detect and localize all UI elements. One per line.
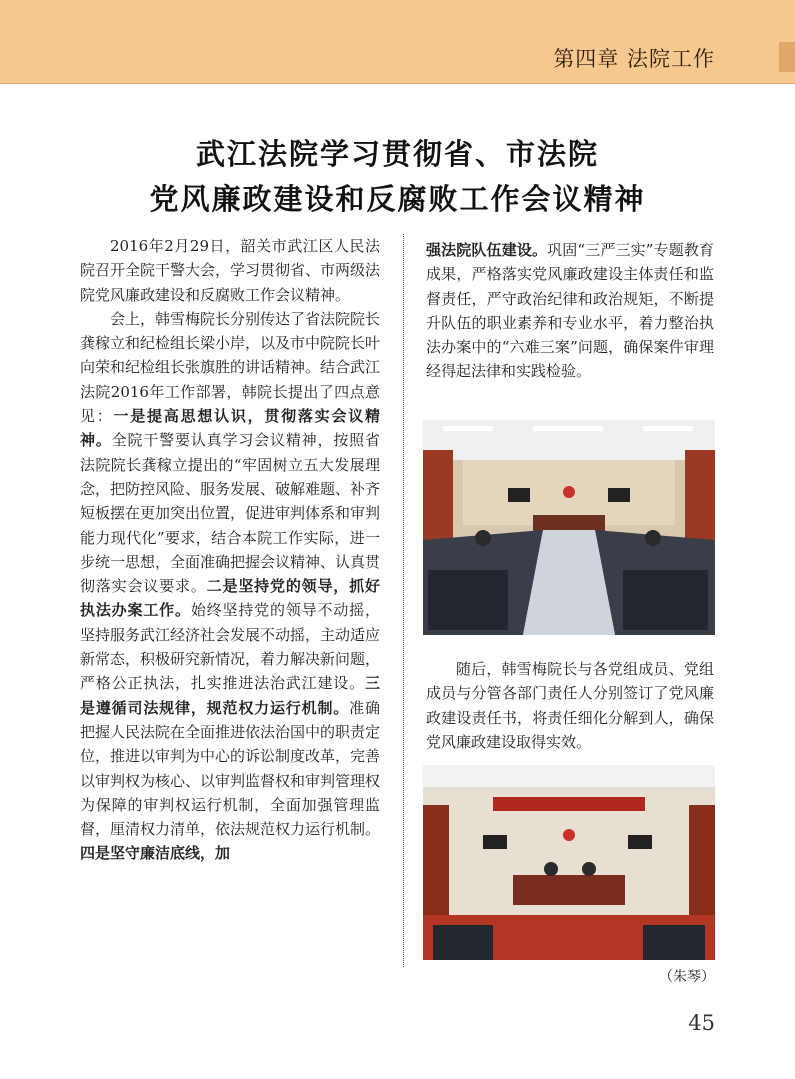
bold-point-2: 二是坚持党的领导，抓好执法办案工作。 [80,577,380,620]
bold-continued: 强法院队伍建设。 [426,241,548,259]
chapter-tab [779,42,795,72]
bold-point-4: 四是坚守廉洁底线，加 [80,844,231,863]
text-run: 准确把握人民法院在全面推进依法治国中的职责定位，推进以审判为中心的诉讼制度改革，完善以审判权为核心、以审判监督权和审判管理权为保障的审判权运行机制，全面加强管理监督，厘清权力清单，依法规范权力运行机制。 [80,698,381,839]
bold-point-1: 一是提高思想认识，贯彻落实会议精神。 [80,407,380,450]
paragraph-intro: 2016年2月29日，韶关市武江区人民法院召开全院干警大会，学习贯彻省、市两级法院党风廉政建设和反腐败工作会议精神。 [80,237,381,304]
text-run: 全院干警要认真学习会议精神，按照省法院院长龚稼立提出的“牢固树立五大发展理念，把防控风险、服务发展、破解难题、补齐短板摆在更加突出位置，促进审判体系和审判能力现代化”要求，结合本院工作实际，进一步统一思想，全面准确把握会议精神、认真贯彻落实会议要求。 [80,431,381,596]
text-run: 始终坚持党的领导不动摇，坚持服务武江经济社会发展不动摇，主动适应新常态，积极研究新情况，着力解决新问题，严格公正执法，扎实推进法治武江建设。 [80,601,381,693]
article-title-line1: 武江法院学习贯彻省、市法院 [195,137,599,171]
article-title-line2: 党风廉政建设和反腐败工作会议精神 [149,182,646,216]
text-run: 巩固“三严三实”专题教育成果，严格落实党风廉政建设主体责任和监督责任，严守政治纪律和政治规矩，不断提升队伍的职业素养和专业水平，着力整治执法办案中的“六难三案”问题，确保案件审理经得起法律和实践检验。 [426,241,714,381]
paragraph-continued [426,238,714,384]
signing-ceremony-photo-icon [423,765,715,960]
photo-caption: （朱琴） [659,969,715,985]
paragraph-signing: 随后，韩雪梅院长与各党组成员、党组成员与分管各部门责任人分别签订了党风廉政建设责任书，将责任细化分解到人，确保党风廉政建设取得实效。 [426,660,714,751]
right-column-mid [426,657,714,754]
right-column-top [426,238,714,384]
meeting-hall-photo-icon [423,420,715,635]
text-run: 会上，韩雪梅院长分别传达了省法院院长龚稼立和纪检组长梁小岸，以及市中院院长叶向荣和纪检组长张旗胜的讲话精神。结合武江法院2016年工作部署，韩院长提出了四点意见： [80,309,381,426]
page-number: 45 [688,1011,715,1035]
left-column [80,234,380,866]
chapter-title: 第四章 法院工作 [553,47,715,71]
paragraph-main [80,307,380,866]
column-divider [403,234,404,967]
bold-point-3: 三是遵循司法规律，规范权力运行机制。 [80,674,380,717]
